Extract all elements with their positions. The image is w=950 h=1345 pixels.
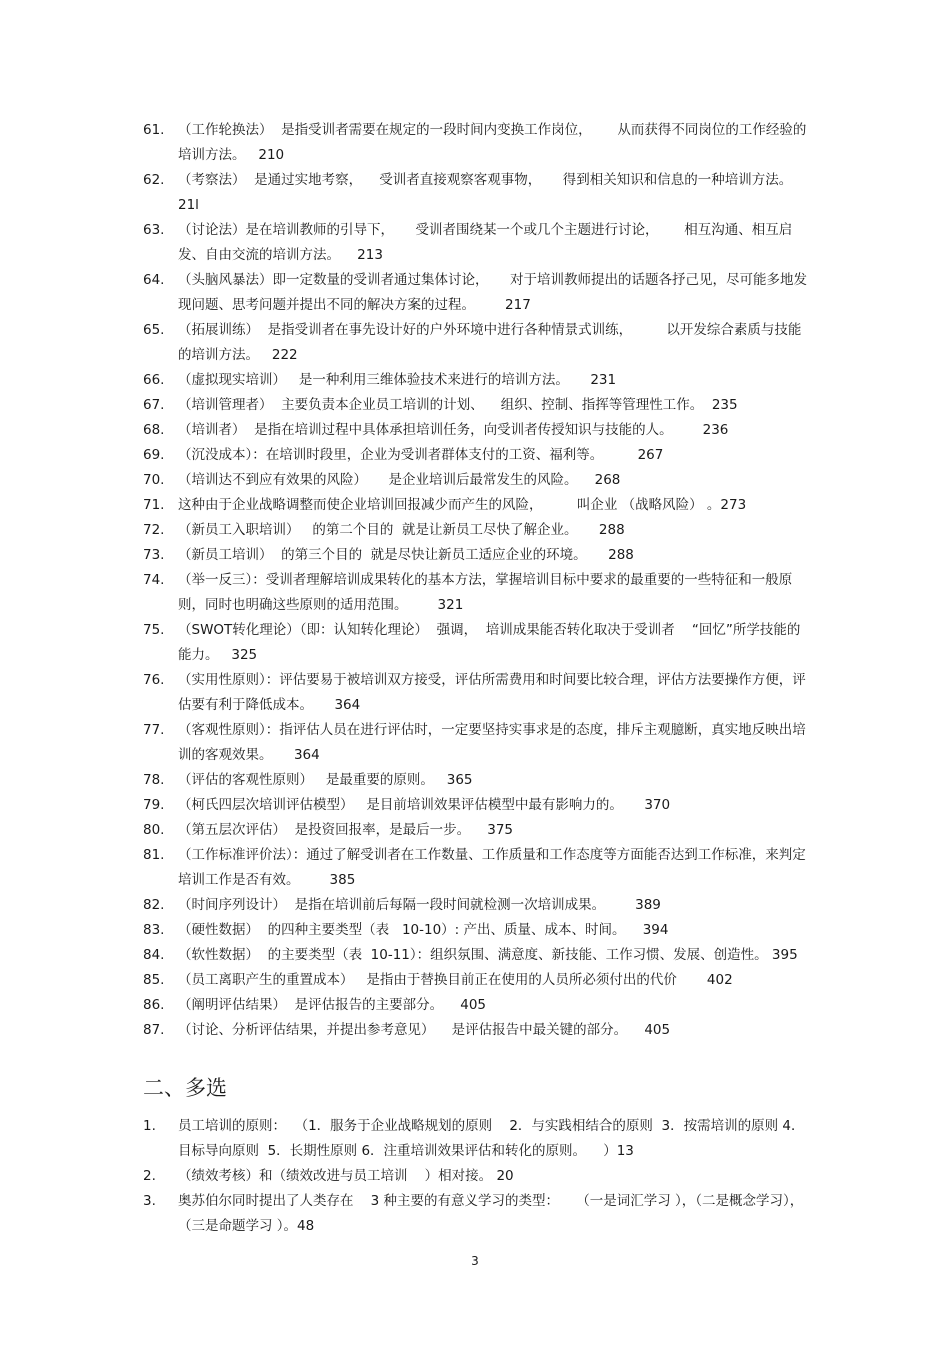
item-number: 2. — [143, 1168, 156, 1184]
page-number: 3 — [471, 1254, 479, 1268]
item-text: （阐明评估结果） 是评估报告的主要部分。 405 — [178, 997, 487, 1013]
item-number: 65. — [143, 322, 165, 338]
item-text: （评估的客观性原则） 是最重要的原则。 365 — [178, 772, 473, 788]
item-text: （实用性原则）：评估要易于被培训双方接受，评估所需费用和时间要比较合理，评估方法要操作方便，评估要有利于降低成本。 364 — [178, 672, 806, 713]
item-number: 85. — [143, 972, 165, 988]
item-number: 86. — [143, 997, 165, 1013]
item-text: （员工离职产生的重置成本） 是指由于替换目前正在使用的人员所必须付出的代价 402 — [178, 972, 733, 988]
list-item — [143, 268, 808, 318]
list-item — [143, 218, 808, 268]
item-text: （新员工培训） 的第三个目的 就是尽快让新员工适应企业的环境。 288 — [178, 547, 634, 563]
list-item — [143, 843, 808, 893]
item-number: 67. — [143, 397, 165, 413]
item-text: （讨论、分析评估结果，并提出参考意见） 是评估报告中最关键的部分。 405 — [178, 1022, 671, 1038]
list-item — [143, 818, 808, 843]
list-item — [143, 1114, 808, 1164]
item-text: （时间序列设计） 是指在培训前后每隔一段时间就检测一次培训成果。 389 — [178, 897, 661, 913]
item-number: 87. — [143, 1022, 165, 1038]
list-item — [143, 1164, 808, 1189]
item-text: （培训者） 是指在培训过程中具体承担培训任务，向受训者传授知识与技能的人。 236 — [178, 422, 729, 438]
list-item — [143, 518, 808, 543]
list-item — [143, 543, 808, 568]
list-item — [143, 418, 808, 443]
multiple-choice-list — [143, 1114, 808, 1239]
item-text: （沉没成本）：在培训时段里，企业为受训者群体支付的工资、福利等。 267 — [178, 447, 664, 463]
list-item — [143, 368, 808, 393]
item-text: （新员工入职培训） 的第二个目的 就是让新员工尽快了解企业。 288 — [178, 522, 625, 538]
list-item — [143, 993, 808, 1018]
item-text: （培训管理者） 主要负责本企业员工培训的计划、 组织、控制、指挥等管理性工作。 235 — [178, 397, 738, 413]
item-text: （柯氏四层次培训评估模型） 是目前培训效果评估模型中最有影响力的。 370 — [178, 797, 671, 813]
list-item — [143, 793, 808, 818]
item-number: 80. — [143, 822, 165, 838]
list-item — [143, 718, 808, 768]
list-item — [143, 918, 808, 943]
list-item — [143, 968, 808, 993]
item-number: 3. — [143, 1193, 156, 1209]
list-item — [143, 393, 808, 418]
item-text: （客观性原则）：指评估人员在进行评估时，一定要坚持实事求是的态度，排斥主观臆断，真实地反映出培训的客观效果。 364 — [178, 722, 806, 763]
list-item — [143, 618, 808, 668]
item-text: （考察法） 是通过实地考察， 受训者直接观察客观事物， 得到相关知识和信息的一种培训方法。 21l — [178, 172, 801, 213]
item-text: （工作标准评价法）：通过了解受训者在工作数量、工作质量和工作态度等方面能否达到工作标准，来判定培训工作是否有效。 385 — [178, 847, 806, 888]
item-number: 81. — [143, 847, 165, 863]
item-number: 71. — [143, 497, 165, 513]
item-number: 78. — [143, 772, 165, 788]
item-number: 82. — [143, 897, 165, 913]
section-heading: 二、多选 — [143, 1076, 227, 1100]
item-text: （头脑风暴法）即一定数量的受训者通过集体讨论， 对于培训教师提出的话题各抒己见，尽可能多地发现问题、思考问题并提出不同的解决方案的过程。 217 — [178, 272, 807, 313]
item-text: （工作轮换法） 是指受训者需要在规定的一段时间内变换工作岗位， 从而获得不同岗位的工作经验的培训方法。 210 — [178, 122, 807, 163]
item-text: （培训达不到应有效果的风险） 是企业培训后最常发生的风险。 268 — [178, 472, 621, 488]
list-item — [143, 443, 808, 468]
item-number: 62. — [143, 172, 165, 188]
item-number: 68. — [143, 422, 165, 438]
item-text: （硬性数据） 的四种主要类型（表 10-10）: 产出、质量、成本、时间。 394 — [178, 922, 669, 938]
item-number: 83. — [143, 922, 165, 938]
item-number: 74. — [143, 572, 165, 588]
list-item — [143, 943, 808, 968]
item-number: 75. — [143, 622, 165, 638]
item-number: 61. — [143, 122, 165, 138]
item-text: （讨论法）是在培训教师的引导下， 受训者围绕某一个或几个主题进行讨论， 相互沟通、相互启发、自由交流的培训方法。 213 — [178, 222, 793, 263]
list-item — [143, 118, 808, 168]
list-item — [143, 1189, 808, 1239]
list-item — [143, 1018, 808, 1043]
list-item — [143, 893, 808, 918]
list-item — [143, 468, 808, 493]
item-number: 69. — [143, 447, 165, 463]
list-item — [143, 668, 808, 718]
item-number: 63. — [143, 222, 165, 238]
list-item — [143, 768, 808, 793]
item-number: 1. — [143, 1118, 156, 1134]
item-text: （软性数据） 的主要类型（表 10-11）：组织氛围、满意度、新技能、工作习惯、发展、创造性。 395 — [178, 947, 798, 963]
item-number: 72. — [143, 522, 165, 538]
list-item — [143, 318, 808, 368]
item-number: 84. — [143, 947, 165, 963]
item-number: 64. — [143, 272, 165, 288]
list-item — [143, 493, 808, 518]
item-number: 70. — [143, 472, 165, 488]
list-item — [143, 568, 808, 618]
item-text: （第五层次评估） 是投资回报率，是最后一步。 375 — [178, 822, 514, 838]
item-text: （举一反三）：受训者理解培训成果转化的基本方法，掌握培训目标中要求的最重要的一些特征和一般原则，同时也明确这些原则的适用范围。 321 — [178, 572, 793, 613]
item-number: 77. — [143, 722, 165, 738]
item-number: 79. — [143, 797, 165, 813]
item-number: 66. — [143, 372, 165, 388]
item-number: 76. — [143, 672, 165, 688]
item-text: （绩效考核）和（绩效改进与员工培训 ）相对接。 20 — [178, 1168, 514, 1184]
single-choice-list — [143, 118, 808, 1043]
list-item — [143, 168, 808, 218]
item-text: （拓展训练） 是指受训者在事先设计好的户外环境中进行各种情景式训练， 以开发综合素质与技能的培训方法。 222 — [178, 322, 802, 363]
item-text: 员工培训的原则： （1．服务于企业战略规划的原则 2．与实践相结合的原则 3．按需培训的原则 4．目标导向原则 5．长期性原则 6．注重培训效果评估和转化的原则。 ）13 — [178, 1118, 805, 1159]
item-text: 奥苏伯尔同时提出了人类存在 3 种主要的有意义学习的类型： （一是词汇学习 ），（二是概念学习），（三是命题学习 ）。48 — [178, 1193, 804, 1234]
item-text: （虚拟现实培训） 是一种利用三维体验技术来进行的培训方法。 231 — [178, 372, 617, 388]
item-text: （SWOT转化理论）（即：认知转化理论） 强调， 培训成果能否转化取决于受训者 “回忆”所学技能的能力。 325 — [178, 622, 801, 663]
item-text: 这种由于企业战略调整而使企业培训回报减少而产生的风险， 叫企业 （战略风险） 。273 — [178, 497, 747, 513]
item-number: 73. — [143, 547, 165, 563]
